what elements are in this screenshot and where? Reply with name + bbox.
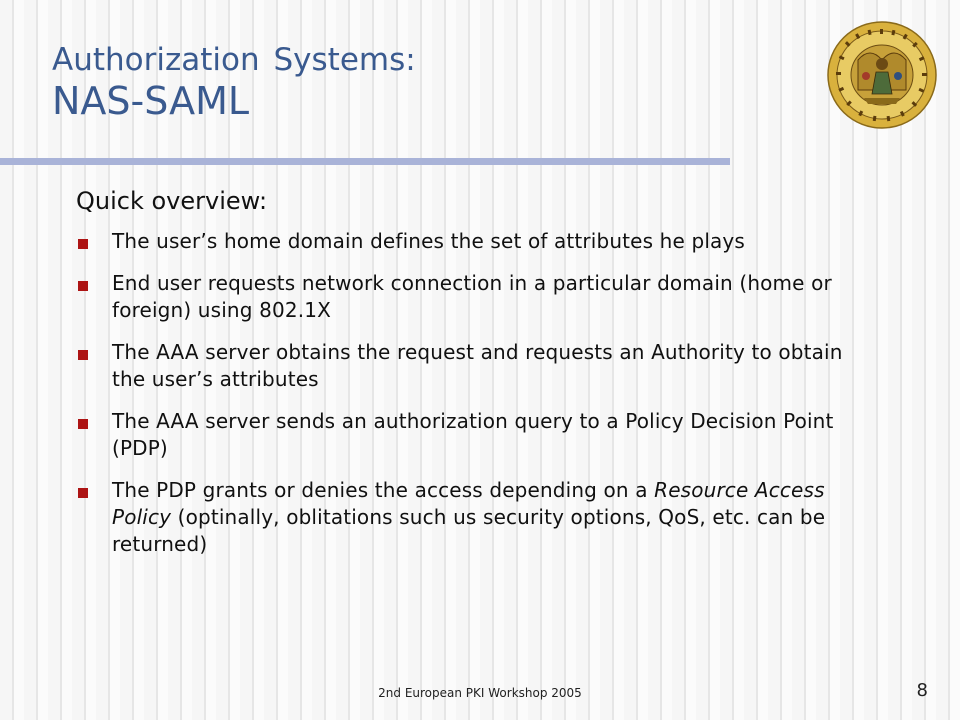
slide-title-line-1: Authorization Systems: [52, 42, 416, 78]
bullet-text: End user requests network connection in a particular domain (home or foreign) using 802.1X [112, 271, 832, 322]
square-bullet-icon [78, 239, 88, 249]
bullet-item-pdp-decision [76, 477, 876, 558]
bullet-item-aaa-authority [76, 339, 876, 393]
page-number: 8 [916, 680, 928, 701]
bullet-item-network-request [76, 270, 876, 324]
university-seal-logo [826, 20, 938, 130]
square-bullet-icon [78, 488, 88, 498]
bullet-text: The AAA server sends an authorization query to a Policy Decision Point (PDP) [112, 409, 834, 460]
square-bullet-icon [78, 281, 88, 291]
resource-access-policy-term: Resource Access Policy [112, 478, 825, 529]
section-subheading: Quick overview: [76, 187, 268, 215]
bullet-text: The user’s home domain defines the set of attributes he plays [112, 229, 745, 253]
slide-title [52, 40, 416, 122]
square-bullet-icon [78, 350, 88, 360]
bullet-item-home-domain [76, 228, 876, 255]
bullet-list [76, 228, 876, 573]
slide-title-line-2: NAS-SAML [52, 79, 250, 123]
title-divider [0, 158, 730, 165]
footer-text: 2nd European PKI Workshop 2005 [378, 686, 582, 700]
bullet-text-tail: (optinally, oblitations such us security options, QoS, etc. can be returned) [112, 505, 826, 556]
bullet-text-lead: The PDP grants or denies the access depending on a [112, 478, 655, 502]
bullet-item-pdp-query [76, 408, 876, 462]
bullet-text: The AAA server obtains the request and requests an Authority to obtain the user’s attributes [112, 340, 843, 391]
square-bullet-icon [78, 419, 88, 429]
